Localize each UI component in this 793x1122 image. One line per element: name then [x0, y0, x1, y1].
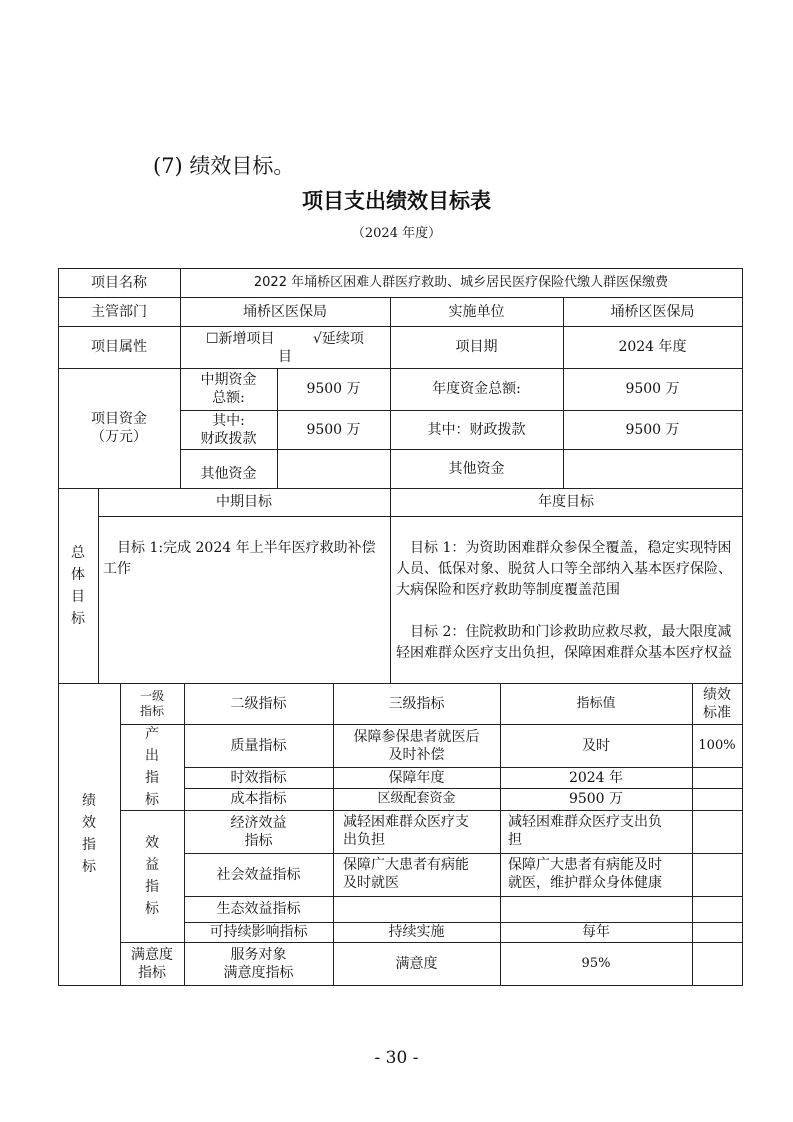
attr-continue-tail: 目 [278, 349, 292, 365]
period-value: 2024 年度 [618, 339, 687, 355]
year-fiscal-label: 其中：财政拨款 [427, 421, 526, 438]
page-number: - 30 - [374, 1048, 419, 1068]
project-name-value: 2022 年埇桥区困难人群医疗救助、城乡居民医疗保险代缴人群医保缴费 [253, 274, 669, 290]
quality-l2: 质量指标 [230, 737, 287, 754]
section-heading: (7) 绩效目标。 [153, 154, 295, 178]
year-total-value: 9500 万 [625, 381, 680, 397]
year-goal-2: 目标 2：住院救助和门诊救助应救尽救，最大限度减轻困难群众医疗支出负担，保障困难群众基本医疗权益 [396, 624, 732, 661]
project-name-label: 项目名称 [91, 274, 147, 291]
header-level3: 三级指标 [388, 695, 445, 712]
year-other-label: 其他资金 [448, 460, 505, 477]
economic-value: 减轻困难群众医疗支出负 担 [508, 814, 662, 848]
timeliness-value: 2024 年 [568, 769, 624, 786]
mid-goal-header: 中期目标 [216, 494, 272, 510]
dept-value: 埇桥区医保局 [243, 303, 327, 320]
mid-total-value: 9500 万 [306, 381, 361, 397]
year-goal-header: 年度目标 [538, 494, 594, 510]
impl-value: 埇桥区医保局 [610, 303, 695, 320]
dept-label: 主管部门 [91, 303, 147, 320]
table-subtitle: （2024 年度） [351, 226, 442, 241]
social-l2: 社会效益指标 [216, 866, 301, 883]
overall-goal-label: 总 体 目 标 [71, 544, 85, 627]
timeliness-l3: 保障年度 [388, 769, 445, 786]
output-indicators-label: 产 出 指 标 [145, 726, 159, 808]
header-value: 指标值 [576, 695, 616, 711]
satisfaction-l3: 满意度 [395, 955, 438, 972]
period-label: 项目期 [455, 339, 498, 355]
year-total-label: 年度资金总额: [432, 381, 521, 397]
ecological-l2: 生态效益指标 [216, 901, 301, 917]
sustainable-l2: 可持续影响指标 [209, 924, 308, 940]
satisfaction-value: 95% [581, 955, 611, 971]
header-level2: 二级指标 [230, 695, 287, 712]
attr-label: 项目属性 [91, 339, 147, 355]
social-l3: 保障广大患者有病能 及时就医 [343, 857, 469, 891]
table-title: 项目支出绩效目标表 [302, 189, 491, 213]
quality-standard: 100% [698, 737, 736, 753]
attr-new-checkbox: ☐新增项目 [206, 331, 275, 347]
mid-other-label: 其他资金 [200, 466, 257, 482]
quality-value: 及时 [582, 737, 610, 754]
economic-l3: 减轻困难群众医疗支 出负担 [343, 814, 469, 848]
cost-l3: 区级配套资金 [377, 791, 456, 806]
header-standard: 绩效 标准 [703, 686, 731, 721]
economic-l2: 经济效益 指标 [230, 814, 287, 849]
satisfaction-indicators-label: 满意度 指标 [131, 946, 173, 981]
sustainable-value: 每年 [582, 924, 610, 940]
mid-fiscal-value: 9500 万 [306, 421, 361, 438]
timeliness-l2: 时效指标 [230, 769, 287, 786]
impl-label: 实施单位 [448, 303, 505, 320]
sustainable-l3: 持续实施 [388, 924, 445, 940]
cost-l2: 成本指标 [230, 791, 287, 807]
header-level1: 一级 指标 [139, 688, 164, 718]
mid-total-label: 中期资金 总额: [200, 372, 257, 406]
mid-fiscal-label: 其中: 财政拨款 [200, 412, 257, 447]
attr-continue-checkbox: √延续项 [313, 331, 364, 347]
quality-l3: 保障参保患者就医后 及时补偿 [353, 728, 480, 763]
social-value: 保障广大患者有病能及时 就医，维护群众身体健康 [508, 857, 662, 891]
year-goal-1: 目标 1：为资助困难群众参保全覆盖，稳定实现特困人员、低保对象、脱贫人口等全部纳入基本医疗保险、大病保险和医疗救助等制度覆盖范围 [396, 540, 732, 598]
satisfaction-l2: 服务对象 满意度指标 [223, 946, 294, 981]
perf-indicators-label: 绩 效 指 标 [82, 793, 96, 875]
mid-goal-text: 目标 1:完成 2024 年上半年医疗救助补偿工作 [103, 540, 376, 577]
year-fiscal-value: 9500 万 [625, 421, 680, 438]
fund-label: 项目资金 （万元） [91, 411, 147, 445]
benefit-indicators-label: 效 益 指 标 [145, 835, 159, 917]
cost-value: 9500 万 [568, 791, 624, 807]
